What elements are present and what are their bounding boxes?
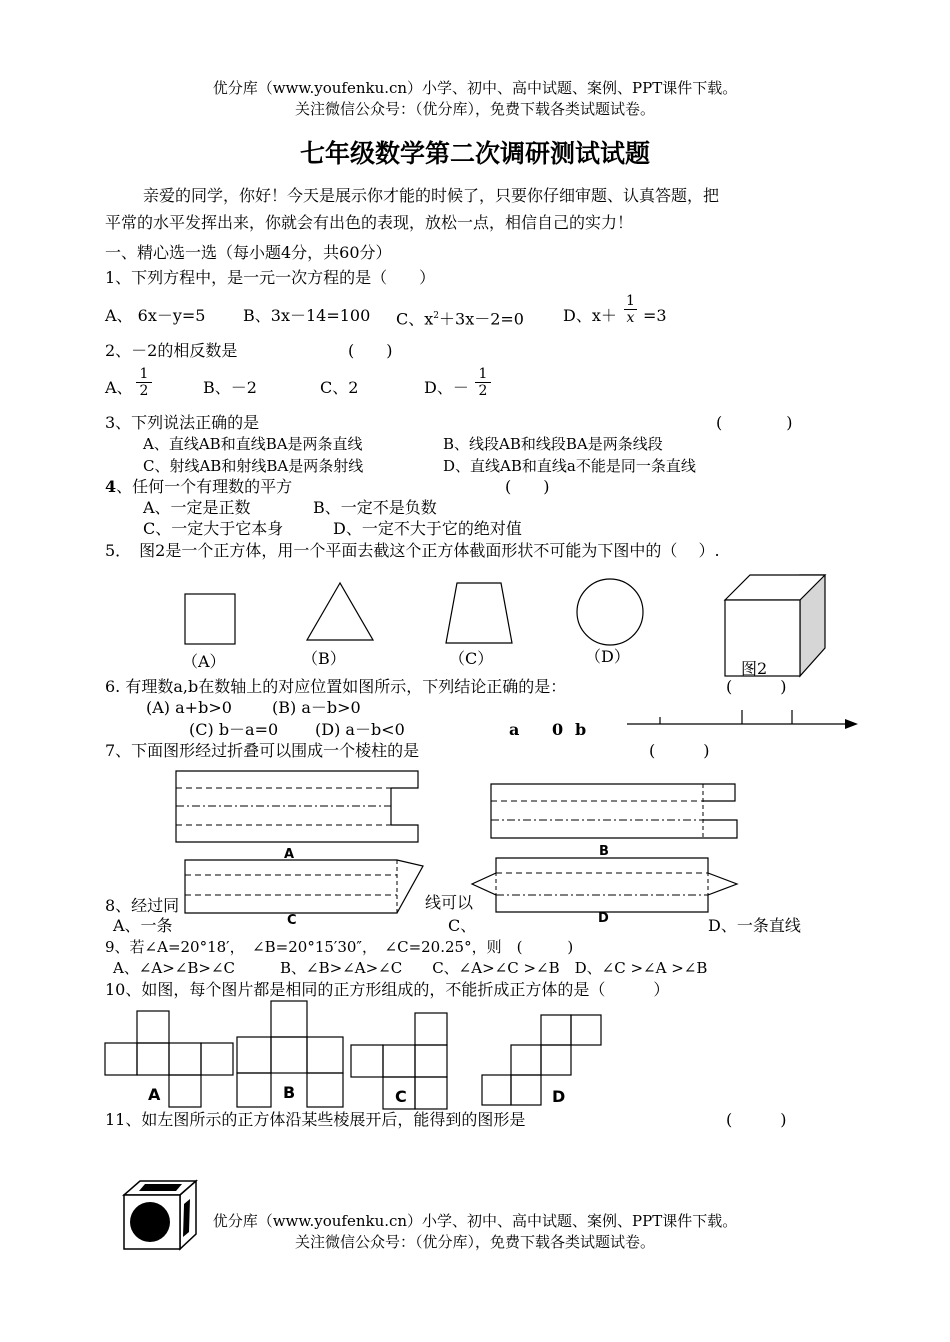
- q6-option-b: (B) a－b>0: [272, 698, 361, 717]
- q4-option-b: B、一定不是负数: [313, 498, 437, 517]
- q6-paren: ( ): [726, 677, 787, 696]
- q10-label-c: C: [395, 1087, 407, 1106]
- q6-option-d: (D) a－b<0: [315, 720, 405, 739]
- q10-label-d: D: [552, 1087, 566, 1106]
- q2-option-b: B、－2: [203, 378, 257, 397]
- q2-option-c: C、2: [320, 378, 359, 397]
- q7-label-a: A: [284, 847, 295, 862]
- axis-label-0: 0: [552, 720, 564, 739]
- q9-stem: 9、若∠A=20°18′， ∠B=20°15′30″， ∠C=20.25°，则 ( ): [105, 938, 574, 956]
- intro-line-2: 平常的水平发挥出来，你就会有出色的表现，放松一点，相信自己的实力！: [105, 213, 634, 232]
- q5-label-a: （A）: [182, 652, 226, 671]
- q7-label-d: D: [598, 911, 609, 926]
- q8-option-a: A、一条: [113, 916, 173, 935]
- q2-option-d: D、－: [424, 378, 469, 397]
- header-line-2: 关注微信公众号：（优分库），免费下载各类试题试卷。: [294, 100, 655, 118]
- q3-paren: ( ): [716, 413, 793, 432]
- q2-fraction-d: $\frac{1}{2}$: [475, 366, 491, 399]
- q4-stem: 4、任何一个有理数的平方: [105, 477, 293, 496]
- axis-label-b: b: [575, 720, 587, 739]
- q7-label-c: C: [287, 913, 297, 928]
- q8-stem-tail: 线可以: [425, 893, 474, 912]
- q8-option-d: D、一条直线: [708, 916, 801, 935]
- section-heading: 一、精心选一选（每小题4分，共60分）: [105, 243, 392, 262]
- footer-line-2: 关注微信公众号：（优分库），免费下载各类试题试卷。: [294, 1233, 655, 1251]
- q11-stem: 11、如左图所示的正方体沿某些棱展开后，能得到的图形是: [105, 1110, 526, 1129]
- q1-option-d-prefix: D、x＋: [563, 306, 617, 325]
- q5-label-c: （C）: [449, 649, 494, 668]
- q1-option-b: B、3x－14=100: [243, 306, 371, 325]
- q3-option-d: D、直线AB和直线a不能是同一条直线: [443, 457, 696, 475]
- q6-option-a: (A) a+b>0: [146, 698, 232, 717]
- q4-option-d: D、一定不大于它的绝对值: [333, 519, 522, 538]
- q1-fraction: $\frac{1}{x}$: [626, 293, 635, 326]
- q6-option-c: (C) b－a=0: [189, 720, 279, 739]
- q1-option-a: A、 6x－y=5: [105, 306, 206, 325]
- page-title: 七年级数学第二次调研测试试题: [299, 139, 650, 168]
- footer-line-1: 优分库（www.youfenku.cn）小学、初中、高中试题、案例、PPT课件下载。: [212, 1212, 738, 1230]
- q1-option-d-suffix: =3: [643, 306, 667, 325]
- q7-label-b: B: [599, 844, 609, 859]
- q9-options: A、∠A>∠B>∠C B、∠B>∠A>∠C C、∠A>∠C >∠B D、∠C >∠A >∠B: [113, 959, 708, 977]
- q2-paren: ( ): [348, 341, 393, 360]
- axis-label-a: a: [509, 720, 520, 739]
- q1-option-c: C、$x^2+3x-2=0$: [396, 309, 524, 329]
- q5-label-b: （B）: [302, 649, 346, 668]
- q1-stem: 1、下列方程中，是一元一次方程的是（ ）: [105, 268, 436, 287]
- q10-label-a: A: [148, 1085, 161, 1104]
- q10-label-b: B: [283, 1083, 296, 1102]
- q4-option-a: A、一定是正数: [143, 498, 251, 517]
- q2-option-a: A、: [105, 378, 133, 397]
- intro-line-1: 亲爱的同学，你好！今天是展示你才能的时候了，只要你仔细审题、认真答题，把: [143, 186, 720, 205]
- q2-fraction-a: $\frac{1}{2}$: [136, 366, 152, 399]
- q8-stem: 8、经过同: [105, 896, 180, 915]
- q3-option-c: C、射线AB和射线BA是两条射线: [143, 457, 364, 475]
- q7-paren: ( ): [649, 741, 710, 760]
- q3-stem: 3、下列说法正确的是: [105, 413, 260, 432]
- q3-option-a: A、直线AB和直线BA是两条直线: [143, 435, 363, 453]
- q3-option-b: B、线段AB和线段BA是两条线段: [443, 435, 663, 453]
- header-line-1: 优分库（www.youfenku.cn）小学、初中、高中试题、案例、PPT课件下载。: [212, 79, 738, 97]
- q11-paren: ( ): [726, 1110, 787, 1129]
- q2-stem: 2、－2的相反数是: [105, 341, 238, 360]
- q5-figure-label: 图2: [741, 659, 768, 678]
- q6-stem: 6. 有理数a,b在数轴上的对应位置如图所示，下列结论正确的是：: [105, 677, 567, 696]
- q4-paren: ( ): [505, 477, 550, 496]
- q8-option-c: C、: [448, 916, 477, 935]
- q5-label-d: （D）: [585, 647, 630, 666]
- q5-stem: 5． 图2是一个正方体，用一个平面去截这个正方体截面形状不可能为下图中的（ ）.: [105, 541, 720, 560]
- q7-stem: 7、下面图形经过折叠可以围成一个棱柱的是: [105, 741, 420, 760]
- q10-stem: 10、如图，每个图片都是相同的正方形组成的，不能折成正方体的是（ ）: [105, 980, 670, 999]
- q4-option-c: C、一定大于它本身: [143, 519, 284, 538]
